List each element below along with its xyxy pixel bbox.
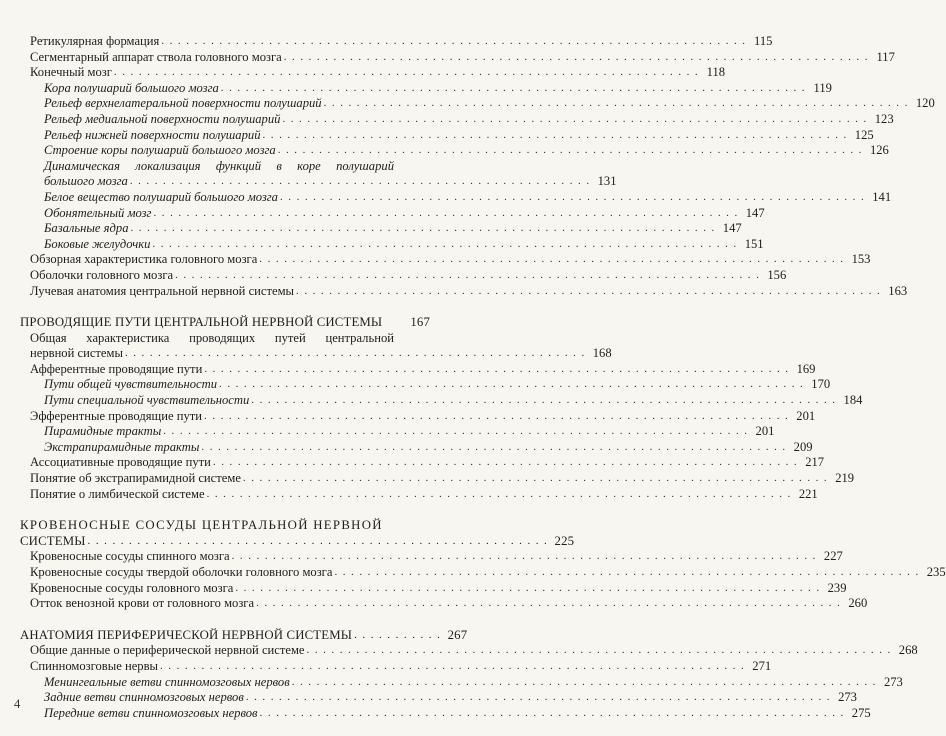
toc-entry-title: Ретикулярная формация [30, 34, 160, 48]
leader-dots: . . . . . . . . . . . . . . . . . . . . . . . . . . . . . . . . . . . . . . . . . . . . . . . . . . . . . . . . . . . . . . . . . . . . . . . [175, 268, 761, 281]
toc-section-blood-vessels [20, 518, 575, 549]
toc-entry [30, 283, 908, 300]
toc-page-number: 219 [828, 471, 854, 487]
toc-entry [44, 143, 889, 159]
leader-dots: . . . . . . . . . . . . . . . . . . . . . . . . . . . . . . . . . . . . . . . . . . . . . . . . . . . . . . . . . . . . . . . . . . . . . . . [291, 675, 877, 688]
leader-dots: . . . . . . . . . . . . . . . . . . . . . . . . . . . . . . . . . . . . . . . . . . . . . . . . . . . . . . . . . . . . . . . . . . . . . . . [277, 144, 863, 157]
leader-dots: . . . . . . . . . . . . . . . . . . . . . . . . . . . . . . . . . . . . . . . . . . . . . . . . . . . . . . . . [124, 347, 586, 360]
toc-group-3 [0, 361, 863, 502]
toc-entry [30, 408, 816, 425]
toc-page-number: 168 [586, 346, 612, 362]
toc-page-number: 221 [792, 487, 818, 503]
section-title: ПРОВОДЯЩИЕ ПУТИ ЦЕНТРАЛЬНОЙ НЕРВНОЙ СИСТЕМЫ [20, 315, 383, 330]
toc-entry-dynamic-localization [44, 158, 617, 190]
toc-entry [30, 549, 843, 565]
toc-entry-title: Обзорная характеристика головного мозга [30, 252, 258, 267]
toc-page-number: 227 [817, 549, 843, 565]
toc-entry-title: Сегментарный аппарат ствола головного мозга [30, 49, 282, 64]
toc-entry [30, 65, 726, 81]
leader-dots: . . . . . . . . . . . . . . . . . . . . . . . . . . . . . . . . . . . . . . . . . . . . . . . . . . . . . . . . . . . . . . . . . . . . . . . [282, 112, 868, 125]
toc-entry-title: Ассоциативные проводящие пути [30, 455, 211, 470]
toc-page-number: 268 [892, 643, 918, 659]
toc-entry [44, 705, 871, 722]
toc-page-number: 170 [804, 377, 830, 393]
toc-page-number: 235 [920, 565, 946, 581]
toc-entry-title: Рельеф медиальной поверхности полушарий [44, 111, 281, 126]
toc-page-number: 147 [739, 206, 765, 222]
leader-dots: . . . . . . . . . . . . . . . . . . . . . . . . . . . . . . . . . . . . . . . . . . . . . . . . . . . . . . . . . . . . . . . . . . . . . . . [153, 206, 739, 219]
leader-dots: . . . . . . . . . . . . . . . . . . . . . . . . . . . . . . . . . . . . . . . . . . . . . . . . . . . . . . . . . . . . . . . . . . . . . . . [256, 597, 842, 610]
toc-page-number: 271 [745, 659, 771, 675]
toc-section-conducting-paths [20, 315, 430, 331]
toc-page-number: 275 [845, 706, 871, 722]
leader-dots: . . . . . . . . . . . . . . . . . . . . . . . . . . . . . . . . . . . . . . . . . . . . . . . . . . . . . . . . . . . . . . . . . . . . . . . [204, 409, 790, 422]
leader-dots: . . . . . . . . . . . . . . . . . . . . . . . . . . . . . . . . . . . . . . . . . . . . . . . . . . . . . . . . . . . . . . . . . . . . . . . [212, 456, 799, 469]
toc-page-number: 217 [798, 455, 824, 471]
toc-page-number: 126 [863, 143, 889, 159]
toc-entry [30, 471, 855, 487]
leader-dots: . . . . . . . . . . . . . . . . . . . . . . . . . . . . . . . . . . . . . . . . . . . . . . . . . . . . . . . . . . . . . . . . . . . . . . . [259, 706, 845, 719]
toc-entry-title: Передние ветви спинномозговых нервов [44, 705, 258, 720]
leader-dots: . . . . . . . . . . . . . . . . . . . . . . . . . . . . . . . . . . . . . . . . . . . . . . . . . . . . . . . . . . . . . . . . . . . . . . . [251, 394, 837, 407]
toc-entry-title: Понятие о лимбической системе [30, 486, 205, 501]
toc-entry-title: Базальные ядра [44, 221, 129, 236]
leader-dots: . . . . . . . . . . . . . . . . . . . . . . . . . . . . . . . . . . . . . . . . . . . . . . . . . . . . . . . . . . . . . . . . . . . . . . . [161, 35, 747, 47]
toc-entry [30, 252, 871, 268]
toc-page-number: 119 [806, 81, 832, 97]
leader-dots: . . . . . . . . . . . . . . . . . . . . . . . . . . . . . . . . . . . . . . . . . . . . . . . . . . . . . . . . [87, 534, 549, 547]
toc-page-number: 151 [738, 237, 764, 253]
toc-entry-title: Белое вещество полушарий большого мозга [44, 189, 278, 204]
toc-entry-title: Кора полушарий большого мозга [44, 80, 219, 95]
leader-dots: . . . . . . . . . . . . . . . . . . . . . . . . . . . . . . . . . . . . . . . . . . . . . . . . . . . . . . . . . . . . . . . . . . . . . . . [283, 50, 869, 63]
toc-entry [44, 424, 775, 440]
toc-page-number: 147 [716, 221, 742, 237]
toc-group-1 [0, 34, 935, 159]
leader-dots: . . . . . . . . . . . . . . . . . . . . . . . . . . . . . . . . . . . . . . . . . . . . . . . . . . . . . . . . . . . . . . . . . . . . . . . [242, 472, 829, 485]
toc-entry-title: Рельеф нижней поверхности полушарий [44, 127, 261, 142]
toc-entry [44, 189, 892, 206]
page-number: 4 [14, 697, 21, 711]
toc-entry [44, 439, 813, 456]
toc-entry-general-paths [30, 330, 612, 362]
toc-group-2 [0, 189, 908, 299]
toc-group-4 [0, 549, 946, 611]
toc-entry-line2: нервной системы [30, 346, 123, 361]
toc-entry [30, 49, 895, 66]
toc-entry-title: Кровеносные сосуды головного мозга [30, 580, 234, 595]
toc-entry [44, 111, 894, 128]
leader-dots: . . . . . . . . . . . . . . . . . . . . . . . . . . . . . . . . . . . . . . . . . . . . . . . . . . . . . . . . . . . . . . . . . . . . . . . [220, 81, 806, 94]
toc-page-number: 163 [881, 284, 907, 300]
toc-entry [30, 267, 787, 284]
toc-entry-title: Обонятельный мозг [44, 205, 152, 220]
toc-entry [30, 455, 825, 471]
toc-page-number: 125 [848, 128, 874, 144]
leader-dots: . . . . . . . . . . . . . . . . . . . . . . . . . . . . . . . . . . . . . . . . . . . . . . . . . . . . . . . . . . . . . . . . . . . . . . . [306, 644, 892, 657]
toc-entry-title: Эфферентные проводящие пути [30, 408, 203, 423]
toc-entry [30, 486, 818, 503]
table-of-contents [0, 34, 946, 721]
leader-dots: . . . . . . . . . . . . . . . . . . . . . . . . . . . . . . . . . . . . . . . . . . . . . . . . . . . . . . . . . . . . . . . . . . . . . . . [206, 487, 792, 500]
toc-entry [44, 236, 764, 253]
toc-entry [44, 127, 874, 144]
leader-dots: . . . . . . . . . . . . . . . . . . . . . . . . . . . . . . . . . . . . . . . . . . . . . . . . . . . . . . . . . . . . . . . . . . . . . . . [204, 362, 790, 375]
toc-page-number: 156 [760, 268, 786, 284]
toc-entry-line1: Общая характеристика проводящих путей центральной [30, 330, 394, 345]
toc-entry [44, 80, 832, 97]
toc-page-number: 260 [841, 596, 867, 612]
section-title: АНАТОМИЯ ПЕРИФЕРИЧЕСКОЙ НЕРВНОЙ СИСТЕМЫ [20, 627, 353, 642]
toc-page-number: 239 [820, 581, 846, 597]
toc-page-number: 169 [789, 362, 815, 378]
toc-entry-title: Конечный мозг [30, 65, 112, 80]
toc-entry [30, 361, 816, 378]
toc-entry-title: Строение коры полушарий большого мозга [44, 143, 276, 158]
toc-entry [44, 393, 863, 409]
leader-dots: . . . . . . . . . . . . . . . . . . . . . . . . . . . . . . . . . . . . . . . . . . . . . . . . . . . . . . . . . . . . . . . . . . . . . . . [235, 581, 821, 594]
leader-dots: . . . . . . . . . . . . . . . . . . . . . . . . . . . . . . . . . . . . . . . . . . . . . . . . . . . . . . . . . . . . . . . . . . . . . . . [201, 440, 787, 453]
toc-page-number: 184 [836, 393, 862, 409]
leader-dots: . . . . . . . . . . . . . . . . . . . . . . . . . . . . . . . . . . . . . . . . . . . . . . . . . . . . . . . . . . . . . . . . . . . . . . . [296, 284, 882, 297]
toc-page-number: 117 [869, 50, 895, 66]
toc-entry [44, 377, 831, 393]
toc-entry [44, 205, 765, 222]
toc-entry-title: Спинномозговые нервы [30, 658, 158, 673]
leader-dots: . . . . . . . . . . . . . . . . . . . . . . . . . . . . . . . . . . . . . . . . . . . . . . . . . . . . . . . . . . . . . . . . . . . . . . . [163, 425, 749, 438]
toc-entry [44, 96, 935, 112]
leader-dots: . . . . . . . . . . . . . . . . . . . . . . . . . . . . . . . . . . . . . . . . . . . . . . . . . . . . . . . . . . . . . . . . . . . . . . . [219, 378, 805, 391]
toc-page-number: 273 [831, 690, 857, 706]
leader-dots: . . . . . . . . . . . . . . . . . . . . . . . . . . . . . . . . . . . . . . . . . . . . . . . . . . . . . . . . . . . . . . . . . . . . . . . [334, 566, 920, 578]
leader-dots: . . . . . . . . . . . . . . . . . . . . . . . . . . . . . . . . . . . . . . . . . . . . . . . . . . . . . . . . . . . . . . . . . . . . . . . [259, 253, 845, 266]
leader-dots: . . . . . . . . . . . . . . . . . . . . . . . . . . . . . . . . . . . . . . . . . . . . . . . . . . . . . . . . . . . . . . . . . . . . . . . [160, 659, 746, 672]
toc-entry [30, 596, 868, 612]
toc-entry [30, 580, 847, 597]
toc-entry-title: Задние ветви спинномозговых нервов [44, 690, 244, 705]
toc-entry-title: Кровеносные сосуды твердой оболочки головного мозга [30, 565, 333, 579]
toc-entry-line2: большого мозга [44, 174, 128, 189]
section-title-line1: КРОВЕНОСНЫЕ СОСУДЫ ЦЕНТРАЛЬНОЙ НЕРВНОЙ [20, 518, 383, 533]
toc-entry-title: Экстрапирамидные тракты [44, 439, 200, 454]
leader-dots: . . . . . . . . . . . . . . . . . . . . . . . . . . . . . . . . . . . . . . . . . . . . . . . . . . . . . . . . . . . . . . . . . . . . . . . [262, 128, 848, 141]
toc-page-number: 201 [789, 409, 815, 425]
toc-page-number: 153 [844, 252, 870, 268]
toc-page-number: 267 [441, 628, 467, 644]
toc-page-number: 131 [590, 174, 616, 190]
toc-entry-title: Пирамидные тракты [44, 424, 162, 439]
toc-entry [30, 34, 773, 50]
toc-entry [44, 674, 903, 691]
toc-entry-title: Пути общей чувствительности [44, 377, 218, 392]
toc-entry-title: Лучевая анатомия центральной нервной системы [30, 283, 295, 298]
toc-page-number: 120 [909, 96, 935, 112]
toc-page-number: 225 [548, 534, 574, 550]
leader-dots: . . . . . . . . . . . . . . . . . . . . . . . . . . . . . . . . . . . . . . . . . . . . . . . . . . . . . . . . . . . . . . . . . . . . . . . [130, 222, 716, 235]
toc-entry-line1: Динамическая локализация функций в коре полушарий [44, 158, 394, 173]
toc-entry [30, 643, 918, 659]
leader-dots: . . . . . . . . . . . [354, 628, 442, 641]
leader-dots: . . . . . . . . . . . . . . . . . . . . . . . . . . . . . . . . . . . . . . . . . . . . . . . . . . . . . . . . . . . . . . . . . . . . . . . [245, 691, 831, 704]
toc-entry [44, 221, 742, 237]
toc-entry [30, 565, 946, 581]
leader-dots: . . . . . . . . . . . . . . . . . . . . . . . . . . . . . . . . . . . . . . . . . . . . . . . . . . . . . . . . . . . . . . . . . . . . . . . [152, 237, 738, 250]
toc-entry [30, 658, 772, 675]
toc-entry-title: Пути специальной чувствительности [44, 393, 250, 408]
toc-page-number: 209 [787, 440, 813, 456]
leader-dots: . . . . . . . . . . . . . . . . . . . . . . . . . . . . . . . . . . . . . . . . . . . . . . . . . . . . . . . . . . . . . . . . . . . . . . . [113, 66, 700, 79]
toc-entry-title: Менингеальные ветви спинномозговых нервов [44, 674, 290, 689]
toc-section-peripheral [20, 627, 468, 644]
toc-entry-title: Кровеносные сосуды спинного мозга [30, 549, 230, 564]
toc-page-number: 118 [699, 65, 725, 81]
toc-page-number: 167 [404, 315, 430, 331]
toc-entry-title: Отток венозной крови от головного мозга [30, 596, 255, 611]
toc-group-5 [0, 643, 918, 721]
toc-entry-title: Оболочки головного мозга [30, 267, 174, 282]
toc-page-number: 141 [865, 190, 891, 206]
leader-dots: . . . . . . . . . . . . . . . . . . . . . . . . . . . . . . . . . . . . . . . . . . . . . . . . . . . . . . . . . . . . . . . . . . . . . . . [231, 550, 817, 563]
toc-page-number: 273 [877, 675, 903, 691]
section-title-line2: СИСТЕМЫ [20, 533, 86, 548]
toc-entry-title: Боковые желудочки [44, 236, 151, 251]
leader-dots: . . . . . . . . . . . . . . . . . . . . . . . . . . . . . . . . . . . . . . . . . . . . . . . . . . . . . . . . . . . . . . . . . . . . . . . [323, 97, 909, 110]
toc-entry-title: Рельеф верхнелатеральной поверхности полушарий [44, 96, 322, 111]
leader-dots: . . . . . . . . . . . . . . . . . . . . . . . . . . . . . . . . . . . . . . . . . . . . . . . . . . . . . . . . . . . . . . . . . . . . . . . [279, 190, 866, 203]
toc-entry-title: Понятие об экстрапирамидной системе [30, 471, 241, 486]
toc-entry-title: Афферентные проводящие пути [30, 361, 203, 376]
toc-page-number: 115 [746, 34, 772, 50]
toc-page-number: 201 [748, 424, 774, 440]
toc-entry [44, 690, 857, 706]
toc-entry-title: Общие данные о периферической нервной системе [30, 643, 305, 658]
leader-dots: . . . . . . . . . . . . . . . . . . . . . . . . . . . . . . . . . . . . . . . . . . . . . . . . . . . . . . . . [129, 175, 591, 188]
toc-page-number: 123 [868, 112, 894, 128]
